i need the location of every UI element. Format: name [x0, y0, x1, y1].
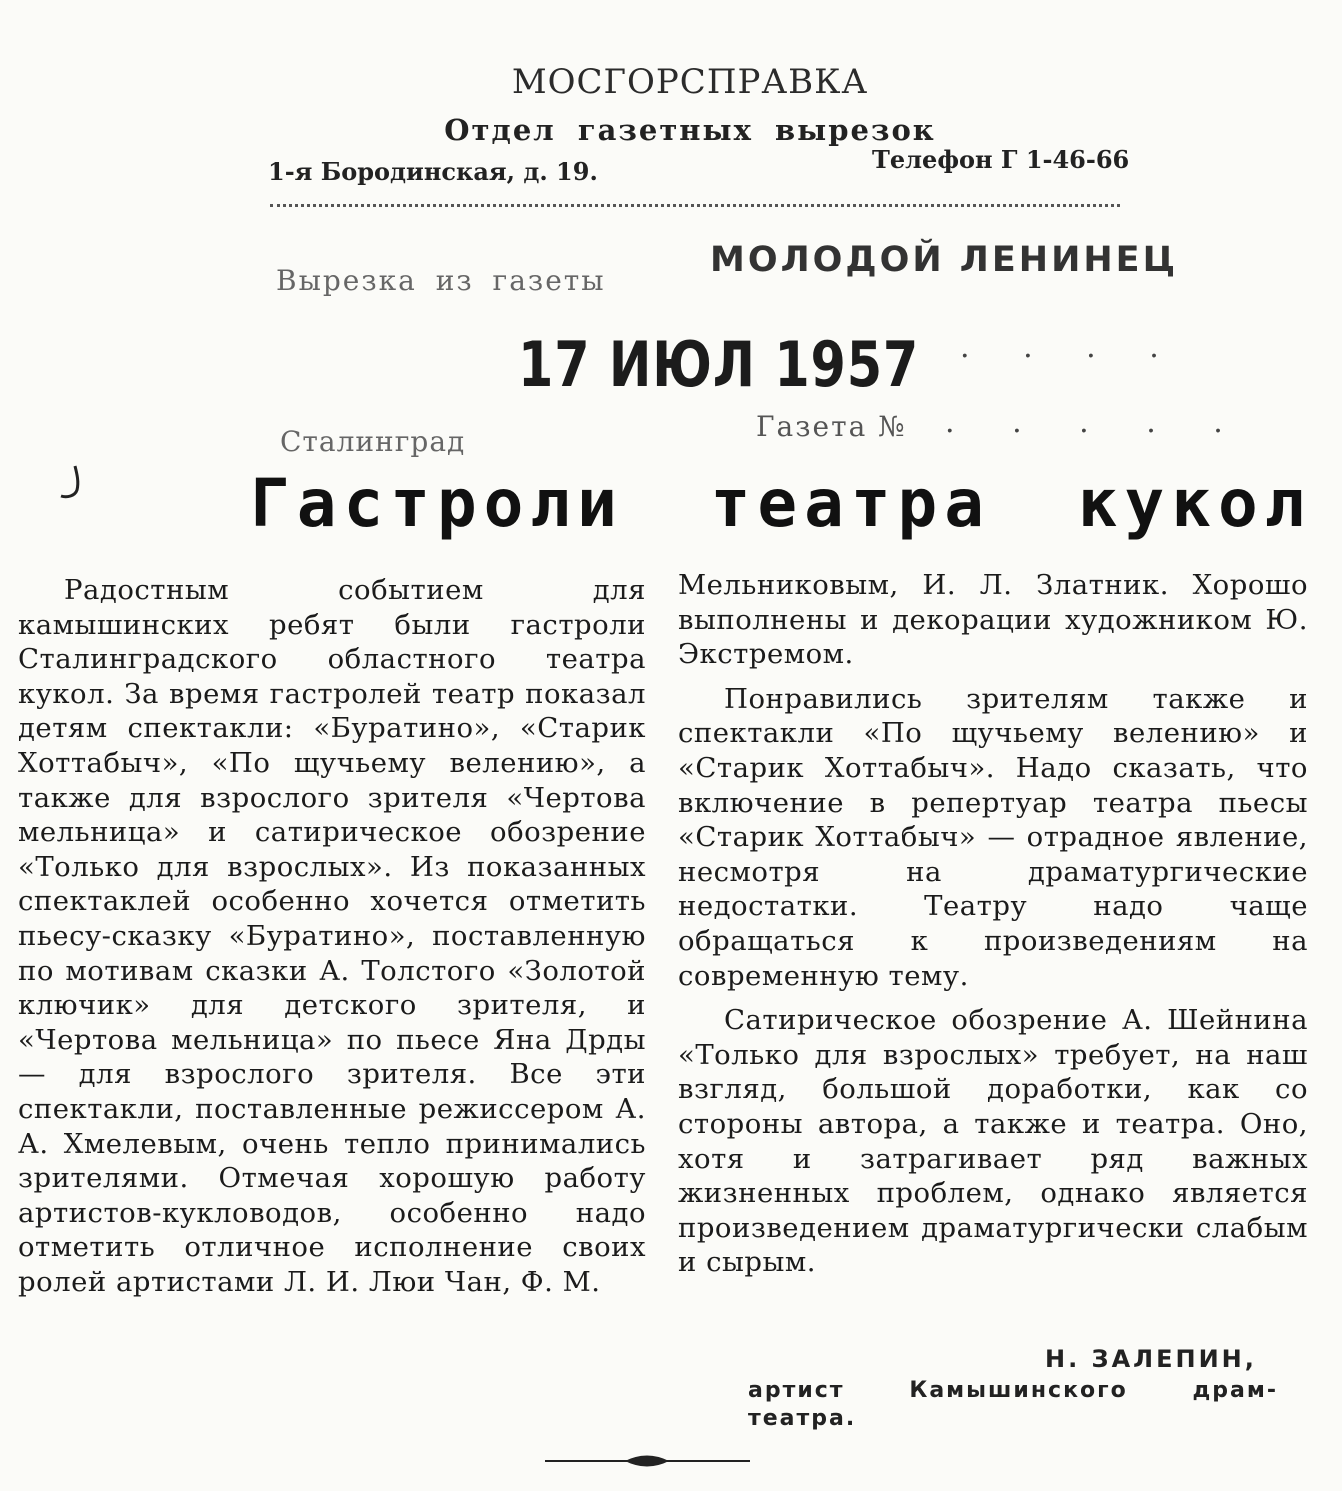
- author-name: Н. ЗАЛЕПИН,: [1045, 1345, 1257, 1373]
- agency-address: 1-я Бородинская, д. 19.: [268, 157, 598, 186]
- agency-phone: Телефон Г 1-46-66: [872, 145, 1130, 174]
- article-column-left: [18, 573, 646, 1299]
- article-paragraph: Радостным событием для камышинских ребят были гастроли Сталинградского областного театра кукол. За время гастролей театр показал детям спектакли: «Буратино», «Старик Хоттабыч», «По щучьему велению», а также для взрослого зрителя «Чертова мельница» и сатирическое обозрение «Только для взрослых». Из показанных спектаклей особенно хочется отметить пьесу-сказку «Буратино», поставленную по мотивам сказки А. Толстого «Золотой ключик» для детского зрителя, и «Чертова мельница» по пьесе Яна Дрды — для взрослого зрителя. Все эти спектакли, поставленные режиссером А. А. Хмелевым, очень тепло принимались зрителями. Отмечая хорошую работу артистов-кукловодов, особенно надо отметить отличное исполнение своих ролей артистами Л. И. Люи Чан, Ф. М.: [18, 574, 646, 1298]
- author-role: артист Камышинского драм-: [748, 1378, 1278, 1403]
- article-paragraph: Сатирическое обозрение А. Шейнина «Только для взрослых» требует, на наш взгляд, большой доработки, как со стороны автора, а также и театра. Оно, хотя и затрагивает ряд важных жизненных проблем, однако является произведением драматургически слабым и сырым.: [678, 1004, 1308, 1279]
- newspaper-name: МОЛОДОЙ ЛЕНИНЕЦ: [710, 240, 1179, 280]
- stamp-dots: . . . .: [960, 330, 1181, 365]
- clipping-label: Вырезка из газеты: [276, 264, 606, 297]
- article-column-right: [678, 568, 1308, 1280]
- article-headline: Гастроли театра кукол: [250, 465, 1312, 542]
- agency-department: Отдел газетных вырезок: [444, 113, 936, 147]
- header-divider: [270, 204, 1120, 207]
- author-role-continued: театра.: [748, 1406, 857, 1431]
- gazeta-number-dots: . . . . .: [945, 405, 1247, 440]
- end-ornament-icon: [545, 1452, 750, 1470]
- date-stamp: 17 ИЮЛ 1957: [518, 328, 920, 401]
- article-paragraph: Понравились зрителям также и спектакли «По щучьему велению» и «Старик Хоттабыч». Надо сказать, что включение в репертуар театра пьесы «Старик Хоттабыч» — отрадное явление, несмотря на драматургические недостатки. Театру надо чаще обращаться к произведениям на современную тему.: [678, 682, 1308, 992]
- agency-title: МОСГОРСПРАВКА: [511, 62, 869, 102]
- gazeta-number-label: Газета №: [756, 410, 907, 443]
- pen-mark-icon: [55, 462, 89, 504]
- article-paragraph-continuation: Мельниковым, И. Л. Златник. Хорошо выполнены и декорации художником Ю. Экстремом.: [678, 569, 1308, 671]
- city-label: Сталинград: [280, 425, 466, 458]
